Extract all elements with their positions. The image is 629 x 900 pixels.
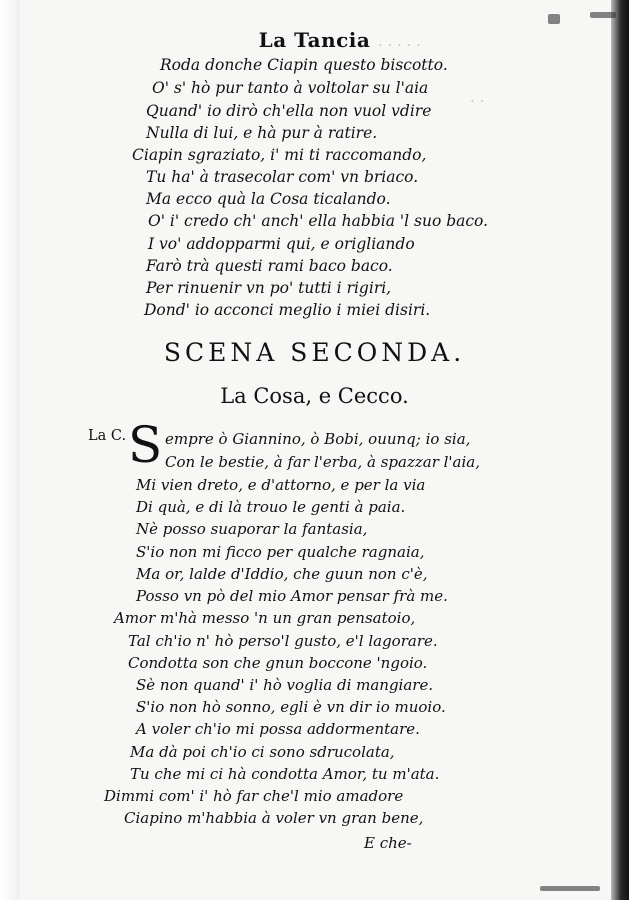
verse-line: Tu che mi ci hà condotta Amor, tu m'ata. xyxy=(130,765,440,783)
verse-line: S'io non hò sonno, egli è vn dir io muoio. xyxy=(136,698,446,716)
verse-line: Amor m'hà messo 'n un gran pensatoio, xyxy=(114,609,416,627)
verse-line: Per rinuenir vn po' tutti i rigiri, xyxy=(146,279,392,297)
verse-line: Ma ecco quà la Cosa ticalando. xyxy=(146,190,391,208)
verse-line: Nè posso suaporar la fantasia, xyxy=(136,520,368,538)
scene-characters: La Cosa, e Cecco. xyxy=(220,384,409,408)
verse-line: Tu ha' à trasecolar com' vn briaco. xyxy=(146,168,419,186)
verse-line: Ma or, lalde d'Iddio, che guun non c'è, xyxy=(136,565,428,583)
verse-line: Ma dà poi ch'io ci sono sdrucolata, xyxy=(130,743,395,761)
ink-smudge xyxy=(540,886,600,891)
show-through-text: · · · · · xyxy=(378,36,421,54)
verse-line: Ciapin sgraziato, i' mi ti raccomando, xyxy=(132,146,427,164)
verse-line: Quand' io dirò ch'ella non vuol vdire xyxy=(146,102,432,120)
ink-smudge xyxy=(548,14,560,24)
verse-line: Di quà, e di là trouo le genti à paia. xyxy=(136,498,406,516)
running-header: La Tancia xyxy=(258,28,371,52)
speaker-label: La C. xyxy=(88,428,127,444)
verse-line: Farò trà questi rami baco baco. xyxy=(146,257,393,275)
show-through-text: · · xyxy=(470,92,485,110)
verse-line: I vo' addopparmi qui, e origliando xyxy=(148,235,415,253)
verse-line: Mi vien dreto, e d'attorno, e per la via xyxy=(136,476,426,494)
verse-line: Dimmi com' i' hò far che'l mio amadore xyxy=(104,787,404,805)
verse-line: A voler ch'io mi possa addormentare. xyxy=(136,720,420,738)
verse-line: Ciapino m'habbia à voler vn gran bene, xyxy=(124,809,424,827)
scene-title: SCENA SECONDA. xyxy=(163,338,466,367)
page-binding-shadow xyxy=(611,0,629,900)
verse-line: Dond' io acconci meglio i miei disiri. xyxy=(144,301,431,319)
verse-line: empre ò Giannino, ò Bobi, ouunq; io sia, xyxy=(165,430,471,448)
page-left-margin xyxy=(0,0,20,900)
verse-line: S'io non mi ficco per qualche ragnaia, xyxy=(136,543,425,561)
ink-smudge xyxy=(590,12,616,18)
verse-line: Nulla di lui, e hà pur à ratire. xyxy=(146,124,378,142)
verse-line: O' s' hò pur tanto à voltolar su l'aia xyxy=(152,79,429,97)
verse-line: Roda donche Ciapin questo biscotto. xyxy=(160,56,448,74)
verse-line: Condotta son che gnun boccone 'ngoio. xyxy=(128,654,428,672)
verse-line: Sè non quand' i' hò voglia di mangiare. xyxy=(136,676,434,694)
drop-cap: S xyxy=(128,416,163,474)
verse-line: Posso vn pò del mio Amor pensar frà me. xyxy=(136,587,448,605)
verse-line: Tal ch'io n' hò perso'l gusto, e'l lagorare. xyxy=(128,632,438,650)
catchword: E che- xyxy=(364,834,412,852)
verse-line: Con le bestie, à far l'erba, à spazzar l'aia, xyxy=(165,453,480,471)
verse-line: O' i' credo ch' anch' ella habbia 'l suo baco. xyxy=(148,212,489,230)
